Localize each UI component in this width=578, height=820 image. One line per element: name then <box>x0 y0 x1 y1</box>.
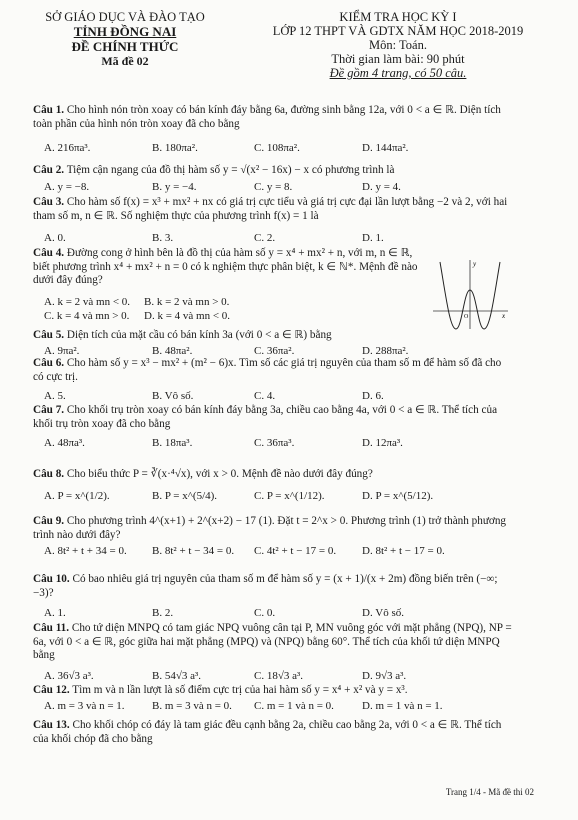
answer-option[interactable]: A. 216πa³. <box>44 142 91 154</box>
answer-option[interactable]: B. 54√3 a³. <box>152 670 202 682</box>
answer-option[interactable]: D. 9√3 a³. <box>362 670 407 682</box>
question-text: Cho hình nón tròn xoay có bán kính đáy bằng 6a, đường sinh bằng 12a, với 0 < a ∈ ℝ. Diện tích toàn phần của hình nón tròn xoay đã cho bằng <box>33 104 501 130</box>
question-text: Có bao nhiêu giá trị nguyên của tham số m để hàm số y = (x + 1)/(x + 2m) đồng biến trên (−∞; −3)? <box>33 573 498 599</box>
answer-option[interactable]: B. P = x^(5/4). <box>152 490 218 502</box>
answer-option[interactable]: A. 8t² + t + 34 = 0. <box>44 545 127 557</box>
answer-option[interactable]: A. P = x^(1/2). <box>44 490 110 502</box>
answer-option[interactable]: D. 144πa². <box>362 142 409 154</box>
header-left <box>20 10 230 69</box>
question-label: Câu 1. <box>33 104 65 116</box>
answer-option[interactable]: D. 288πa². <box>362 345 409 357</box>
answer-option[interactable]: B. k = 2 và mn > 0. <box>144 296 230 308</box>
subject: Môn: Toán. <box>369 38 427 52</box>
answer-option[interactable]: C. 4. <box>254 390 276 402</box>
answer-option[interactable]: B. m = 3 và n = 0. <box>152 700 232 712</box>
question-text: Cho hàm số f(x) = x³ + mx² + nx có giá trị cực tiểu và giá trị cực đại lần lượt bằng −2 và 2, với hai tham số m, n ∈ ℝ. Số nghiệm thực của phương trình f(x) = 1 là <box>33 196 508 222</box>
question-label: Câu 4. <box>33 247 65 259</box>
question-text: Cho khối trụ tròn xoay có bán kính đáy bằng 3a, chiều cao bằng 4a, với 0 < a ∈ ℝ. Thể tích của khối trụ tròn xoay đã cho bằng <box>33 404 498 430</box>
question-10 <box>33 573 513 600</box>
question-text: Cho tứ diện MNPQ có tam giác NPQ vuông cân tại P, MN vuông góc với mặt phẳng (NPQ), NP = 6a, với 0 < a ∈ ℝ, góc giữa hai mặt phẳng (MPQ) và (NPQ) bằng 60°. Thể tích của khối tứ diện MNPQ bằng <box>33 622 512 662</box>
answer-option[interactable]: C. m = 1 và n = 0. <box>254 700 334 712</box>
answer-option[interactable]: A. 5. <box>44 390 66 402</box>
answer-option[interactable]: A. 9πa². <box>44 345 80 357</box>
question-5 <box>33 329 423 343</box>
quartic-graph-figure <box>430 257 510 332</box>
answer-option[interactable]: A. 0. <box>44 232 66 244</box>
question-label: Câu 6. <box>33 357 65 369</box>
answer-option[interactable]: B. y = −4. <box>152 181 197 193</box>
answer-option[interactable]: A. k = 2 và mn < 0. <box>44 296 131 308</box>
question-12 <box>33 684 513 698</box>
answer-option[interactable]: C. 18√3 a³. <box>254 670 304 682</box>
answer-option[interactable]: A. 36√3 a³. <box>44 670 94 682</box>
question-text: Diện tích của mặt cầu có bán kính 3a (với 0 < a ∈ ℝ) bằng <box>66 329 332 341</box>
answer-option[interactable]: A. m = 3 và n = 1. <box>44 700 125 712</box>
answer-option[interactable]: B. 48πa². <box>152 345 193 357</box>
origin-label: O <box>464 314 469 320</box>
answer-option[interactable]: A. 48πa³. <box>44 437 85 449</box>
header-right <box>248 10 548 80</box>
answer-option[interactable]: D. m = 1 và n = 1. <box>362 700 443 712</box>
answer-option[interactable]: B. 3. <box>152 232 174 244</box>
answer-option[interactable]: D. 6. <box>362 390 384 402</box>
answer-option[interactable]: C. 108πa². <box>254 142 300 154</box>
answer-option[interactable]: D. 12πa³. <box>362 437 403 449</box>
answer-option[interactable]: B. Vô số. <box>152 390 194 402</box>
question-13 <box>33 719 513 746</box>
question-8 <box>33 468 513 482</box>
answer-option[interactable]: C. 36πa². <box>254 345 295 357</box>
question-6 <box>33 357 513 384</box>
question-7 <box>33 404 513 431</box>
answer-option[interactable]: B. 180πa². <box>152 142 198 154</box>
official-label: ĐỀ CHÍNH THỨC <box>71 39 179 54</box>
answer-option[interactable]: C. k = 4 và mn > 0. <box>44 310 130 322</box>
answer-option[interactable]: D. 1. <box>362 232 384 244</box>
page-count-note: Đề gồm 4 trang, có 50 câu. <box>329 66 467 80</box>
province-name: TỈNH ĐỒNG NAI <box>73 24 177 39</box>
grade-year: LỚP 12 THPT VÀ GDTX NĂM HỌC 2018-2019 <box>272 24 524 38</box>
question-label: Câu 3. <box>33 196 65 208</box>
answer-option[interactable]: C. P = x^(1/12). <box>254 490 325 502</box>
question-text: Cho khối chóp có đáy là tam giác đều cạnh bằng 2a, chiều cao bằng 2a, với 0 < a ∈ ℝ. Thể tích của khối chóp đã cho bằng <box>33 719 502 745</box>
question-2 <box>33 164 513 178</box>
x-label: x <box>502 312 506 320</box>
answer-option[interactable]: C. y = 8. <box>254 181 293 193</box>
question-label: Câu 5. <box>33 329 65 341</box>
question-label: Câu 2. <box>33 164 65 176</box>
answer-option[interactable]: A. y = −8. <box>44 181 90 193</box>
question-3 <box>33 196 513 223</box>
question-text: Tiệm cận ngang của đồ thị hàm số y = √(x² − 16x) − x có phương trình là <box>66 164 395 176</box>
question-label: Câu 12. <box>33 684 70 696</box>
answer-option[interactable]: C. 2. <box>254 232 276 244</box>
question-text: Tìm m và n lần lượt là số điểm cực trị của hai hàm số y = x⁴ + x² và y = x³. <box>72 684 408 696</box>
department-name: SỞ GIÁO DỤC VÀ ĐÀO TẠO <box>45 10 205 24</box>
answer-option[interactable]: B. 18πa³. <box>152 437 193 449</box>
page-footer: Trang 1/4 - Mã đề thi 02 <box>445 787 534 797</box>
answer-option[interactable]: D. k = 4 và mn < 0. <box>144 310 231 322</box>
question-label: Câu 10. <box>33 573 70 585</box>
answer-option[interactable]: C. 0. <box>254 607 276 619</box>
answer-option[interactable]: D. P = x^(5/12). <box>362 490 434 502</box>
question-text: Cho hàm số y = x³ − mx² + (m² − 6)x. Tìm số các giá trị nguyên của tham số m để hàm số đã cho có cực trị. <box>33 357 502 383</box>
question-label: Câu 8. <box>33 468 65 480</box>
exam-code: Mã đề 02 <box>101 54 149 68</box>
question-label: Câu 13. <box>33 719 70 731</box>
answer-option[interactable]: D. 8t² + t − 17 = 0. <box>362 545 445 557</box>
exam-title: KIỂM TRA HỌC KỲ I <box>339 10 457 24</box>
answer-option[interactable]: C. 36πa³. <box>254 437 295 449</box>
question-label: Câu 7. <box>33 404 65 416</box>
duration: Thời gian làm bài: 90 phút <box>331 52 465 66</box>
question-text: Cho biểu thức P = ∛(x·⁴√x), với x > 0. Mệnh đề nào dưới đây đúng? <box>66 468 373 480</box>
answer-option[interactable]: D. y = 4. <box>362 181 401 193</box>
answer-option[interactable]: B. 8t² + t − 34 = 0. <box>152 545 235 557</box>
question-label: Câu 9. <box>33 515 65 527</box>
answer-option[interactable]: A. 1. <box>44 607 66 619</box>
question-9 <box>33 515 513 542</box>
question-11 <box>33 622 513 663</box>
answer-option[interactable]: B. 2. <box>152 607 174 619</box>
answer-option[interactable]: D. Vô số. <box>362 607 404 619</box>
question-4 <box>33 247 423 288</box>
question-label: Câu 11. <box>33 622 70 634</box>
question-text: Cho phương trình 4^(x+1) + 2^(x+2) − 17 (1). Đặt t = 2^x > 0. Phương trình (1) trở thành phương trình nào dưới đây? <box>33 515 507 541</box>
y-label: y <box>473 260 477 268</box>
answer-option[interactable]: C. 4t² + t − 17 = 0. <box>254 545 337 557</box>
question-text: Đường cong ở hình bên là đồ thị của hàm số y = x⁴ + mx² + n, với m, n ∈ ℝ, biết phương trình x⁴ + mx² + n = 0 có k nghiệm thực phân biệt, k ∈ ℕ*. Mệnh đề nào dưới đây đúng? <box>33 247 418 287</box>
question-1 <box>33 104 513 131</box>
